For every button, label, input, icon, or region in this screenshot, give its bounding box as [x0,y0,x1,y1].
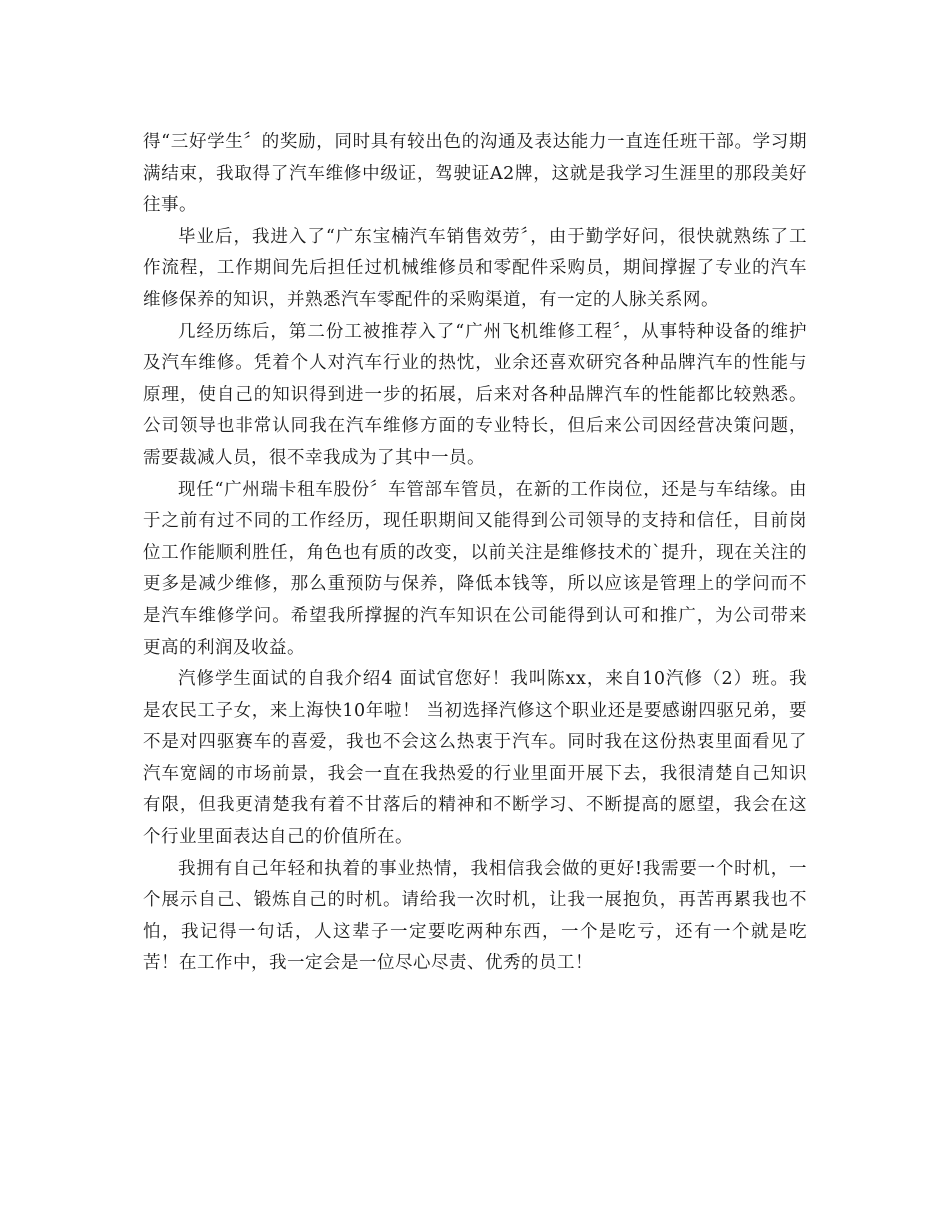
document-body [143,127,807,980]
paragraph-1: 得“三好学生〞的奖励，同时具有较出色的沟通及表达能力一直连任班干部。学习期满结束，我取得了汽车维修中级证，驾驶证A2牌，这就是我学习生涯里的那段美好往事。 [143,132,807,216]
paragraph-6: 我拥有自己年轻和执着的事业热情，我相信我会做的更好!我需要一个时机，一个展示自己、锻炼自己的时机。请给我一次时机，让我一展抱负，再苦再累我也不怕，我记得一句话，人这辈子一定要吃两种东西，一个是吃亏，还有一个就是吃苦！在工作中，我一定会是一位尽心尽责、优秀的员工！ [143,858,807,974]
paragraph-3: 几经历练后，第二份工被推荐入了“广州飞机维修工程〞，从事特种设备的维护及汽车维修。凭着个人对汽车行业的热忱，业余还喜欢研究各种品牌汽车的性能与原理，使自己的知识得到进一步的拓展，后来对各种品牌汽车的性能都比较熟悉。公司领导也非常认同我在汽车维修方面的专业特长，但后来公司因经营决策问题，需要裁减人员，很不幸我成为了其中一员。 [143,321,807,468]
paragraph-2: 毕业后，我进入了“广东宝楠汽车销售效劳〞，由于勤学好问，很快就熟练了工作流程，工作期间先后担任过机械维修员和零配件采购员，期间撑握了专业的汽车维修保养的知识，并熟悉汽车零配件的采购渠道，有一定的人脉关系网。 [143,226,807,310]
paragraph-5: 汽修学生面试的自我介绍4 面试官您好！我叫陈xx，来自10汽修（2）班。我是农民工子女，来上海快10年啦！ 当初选择汽修这个职业还是要感谢四驱兄弟，要不是对四驱赛车的喜爱，我也不会这么热衷于汽车。同时我在这份热衷里面看见了汽车宽阔的市场前景，我会一直在我热爱的行业里面开展下去，我很清楚自己知识有限，但我更清楚我有着不甘落后的精神和不断学习、不断提高的愿望，我会在这个行业里面表达自己的价值所在。 [143,669,807,848]
paragraph-4: 现任“广州瑞卡租车股份〞车管部车管员，在新的工作岗位，还是与车结缘。由于之前有过不同的工作经历，现任职期间又能得到公司领导的支持和信任，目前岗位工作能顺利胜任，角色也有质的改变，以前关注是维修技术的`提升，现在关注的更多是减少维修，那么重预防与保养，降低本钱等，所以应该是管理上的学问而不是汽车维修学问。希望我所撑握的汽车知识在公司能得到认可和推广，为公司带来更高的利润及收益。 [143,479,807,658]
